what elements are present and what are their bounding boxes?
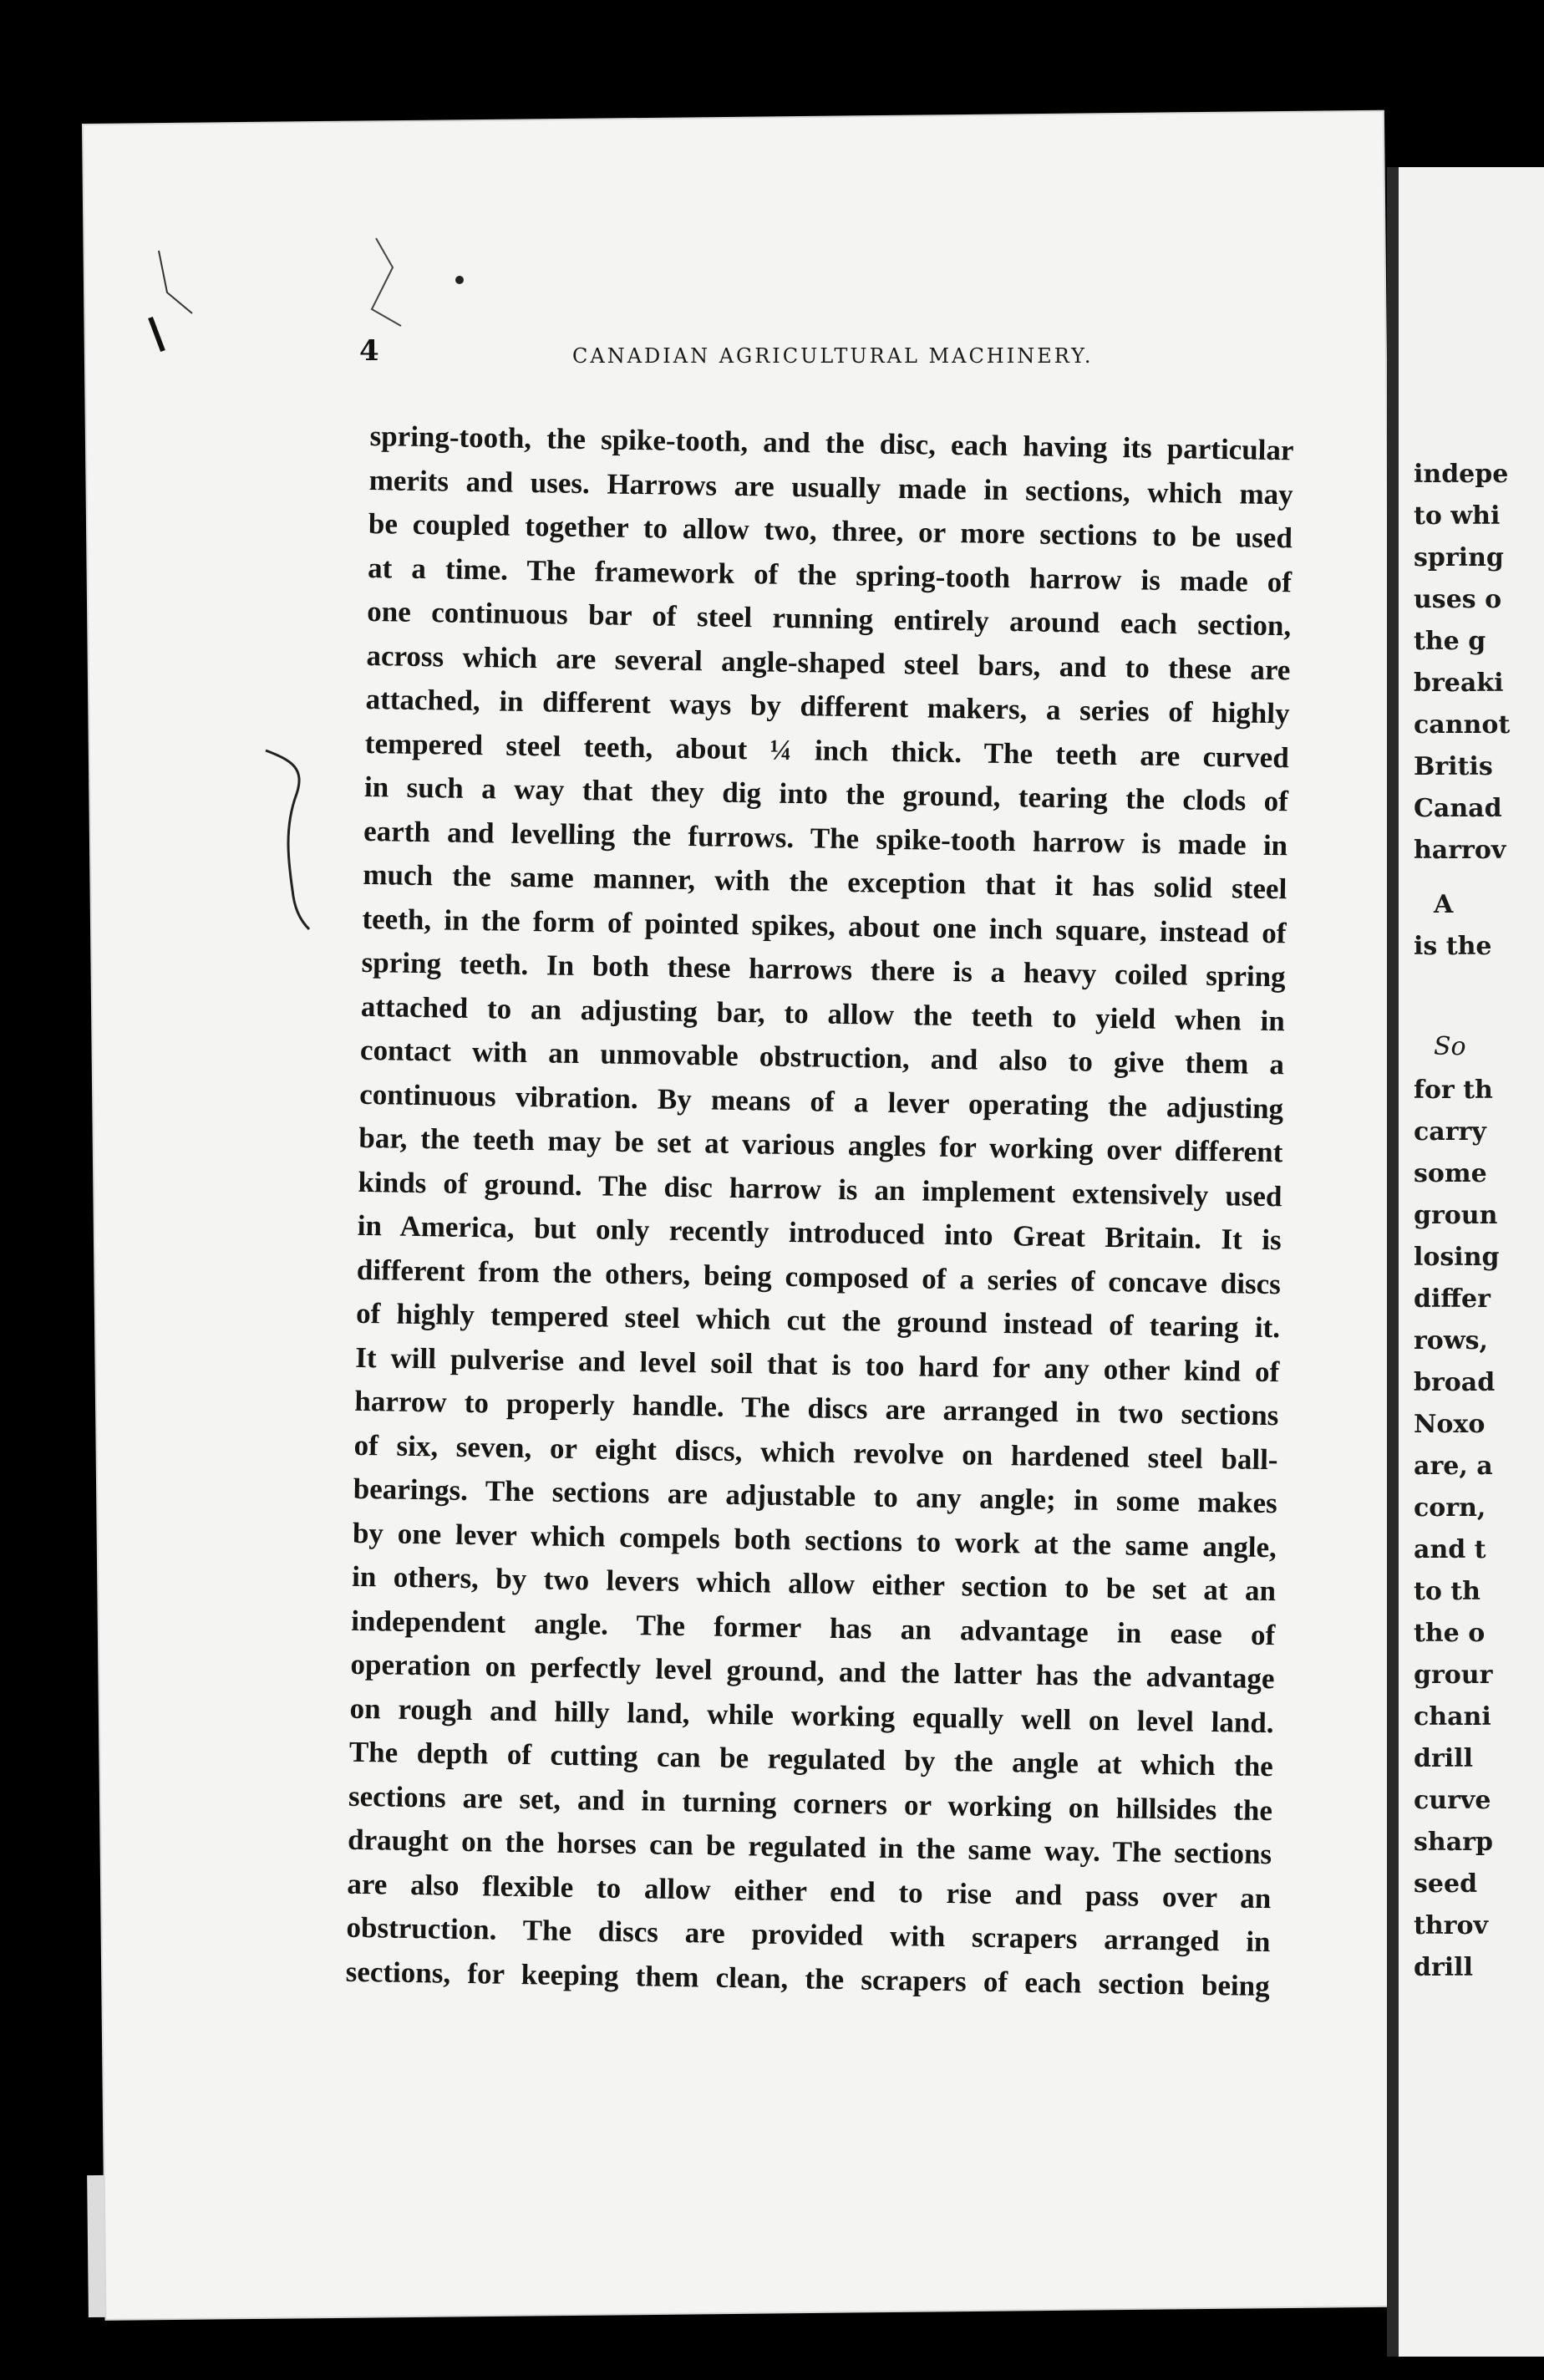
facing-page-line: is the [1414, 932, 1492, 961]
text-line: spring-tooth, the spike-tooth, and the disc, each having its particular [369, 419, 1294, 467]
text-line: in others, by two levers which allow either section to be set at an [351, 1559, 1277, 1608]
facing-page-line: indepe [1414, 460, 1509, 489]
facing-page-line: throv [1414, 1911, 1488, 1940]
text-line: by one lever which compels both sections to work at the same angle, [352, 1516, 1277, 1564]
text-line: merits and uses. Harrows are usually made in sections, which may [368, 463, 1293, 511]
page-number: 4 [359, 334, 379, 368]
facing-page-line: are, a [1414, 1452, 1493, 1481]
facing-page-line: drill [1414, 1953, 1473, 1982]
text-line: independent angle. The former has an advantage in ease of [351, 1604, 1276, 1651]
text-line: across which are several angle-shaped steel bars, and to these are [366, 638, 1291, 686]
text-line: attached, in different ways by different makers, a series of highly [365, 682, 1290, 730]
facing-page-line: So [1434, 1032, 1466, 1061]
text-line: different from the others, being composed of a series of concave discs [356, 1253, 1282, 1300]
text-line: contact with an unmovable obstruction, and also to give them a [359, 1033, 1285, 1081]
text-line: much the same manner, with the exception that it has solid steel [363, 857, 1288, 906]
text-line: operation on perfectly level ground, and the latter has the advantage [350, 1647, 1275, 1696]
facing-page-line: rows, [1414, 1326, 1488, 1355]
facing-page-line: groun [1414, 1201, 1498, 1230]
facing-page-line: drill [1414, 1744, 1473, 1773]
facing-page-line: corn, [1414, 1493, 1486, 1523]
text-line: bar, the teeth may be set at various angles for working over different [358, 1121, 1283, 1169]
scan-debris-marks [125, 234, 476, 368]
facing-page-line: the g [1414, 627, 1486, 656]
text-line: kinds of ground. The disc harrow is an implement extensively used [358, 1165, 1282, 1213]
text-line: attached to an adjusting bar, to allow the teeth to yield when in [360, 989, 1286, 1037]
facing-page-line: carry [1414, 1117, 1486, 1147]
text-line: teeth, in the form of pointed spikes, about one inch square, instead of [362, 902, 1287, 949]
running-head: CANADIAN AGRICULTURAL MACHINERY. [572, 344, 1094, 368]
facing-page-line: Noxo [1414, 1410, 1486, 1439]
text-line: tempered steel teeth, about ¼ inch thick. The teeth are curved [364, 726, 1290, 774]
facing-page-line: to whi [1414, 501, 1501, 531]
facing-page-line: chani [1414, 1702, 1491, 1732]
facing-page-line: to th [1414, 1577, 1481, 1606]
facing-page-line: some [1414, 1159, 1487, 1188]
facing-page [1387, 167, 1544, 2357]
facing-page-line: broad [1414, 1368, 1496, 1397]
facing-page-line: breaki [1414, 669, 1504, 698]
text-line: It will pulverise and level soil that is too hard for any other kind of [355, 1340, 1280, 1388]
facing-page-line: and t [1414, 1535, 1486, 1564]
facing-page-line: cannot [1414, 710, 1511, 740]
text-line: in America, but only recently introduced into Great Britain. It is [357, 1208, 1282, 1257]
facing-page-line: uses o [1414, 585, 1502, 614]
text-line: be coupled together to allow two, three, or more sections to be used [368, 506, 1293, 555]
facing-page-line: for th [1414, 1076, 1493, 1105]
text-line: draught on the horses can be regulated in the same way. The sections [347, 1823, 1272, 1871]
page-header [359, 334, 1295, 376]
text-line: in such a way that they dig into the ground, tearing the clods of [363, 770, 1289, 818]
text-line: at a time. The framework of the spring-tooth harrow is made of [367, 551, 1293, 598]
facing-page-line: spring [1414, 543, 1504, 572]
text-line: one continuous bar of steel running entirely around each section, [367, 594, 1292, 643]
facing-page-line: sharp [1414, 1828, 1493, 1857]
text-line: bearings. The sections are adjustable to any angle; in some makes [353, 1472, 1278, 1520]
text-line: of highly tempered steel which cut the ground instead of tearing it. [355, 1296, 1281, 1345]
facing-page-line: grour [1414, 1660, 1493, 1690]
body-text [345, 416, 1294, 2010]
facing-page-line: seed [1414, 1869, 1478, 1899]
facing-page-line: curve [1414, 1786, 1491, 1815]
facing-page-line: harrov [1414, 836, 1506, 865]
facing-page-line: Britis [1414, 752, 1493, 781]
facing-page-line: A [1434, 890, 1454, 919]
facing-page-line: the o [1414, 1619, 1486, 1648]
facing-page-line: Canad [1414, 794, 1502, 823]
text-line: on rough and hilly land, while working equally well on level land. [349, 1691, 1274, 1739]
margin-bracket-mark [259, 744, 317, 936]
text-line: are also flexible to allow either end to rise and pass over an [347, 1867, 1272, 1915]
text-line: spring teeth. In both these harrows there is a heavy coiled spring [361, 945, 1286, 994]
facing-page-line: losing [1414, 1243, 1500, 1272]
facing-page-line: differ [1414, 1284, 1491, 1314]
text-line: sections are set, and in turning corners or working on hillsides the [348, 1779, 1273, 1827]
text-line: obstruction. The discs are provided with scrapers arranged in [346, 1910, 1271, 1959]
text-line: harrow to properly handle. The discs are arranged in two sections [354, 1384, 1279, 1432]
text-line: of six, seven, or eight discs, which revolve on hardened steel ball- [353, 1428, 1278, 1476]
text-line: The depth of cutting can be regulated by the angle at which the [348, 1735, 1274, 1783]
text-line: continuous vibration. By means of a lever operating the adjusting [358, 1077, 1284, 1125]
text-line: sections, for keeping them clean, the scrapers of each section being [345, 1955, 1270, 2002]
text-line: earth and levelling the furrows. The spike-tooth harrow is made in [363, 814, 1288, 862]
